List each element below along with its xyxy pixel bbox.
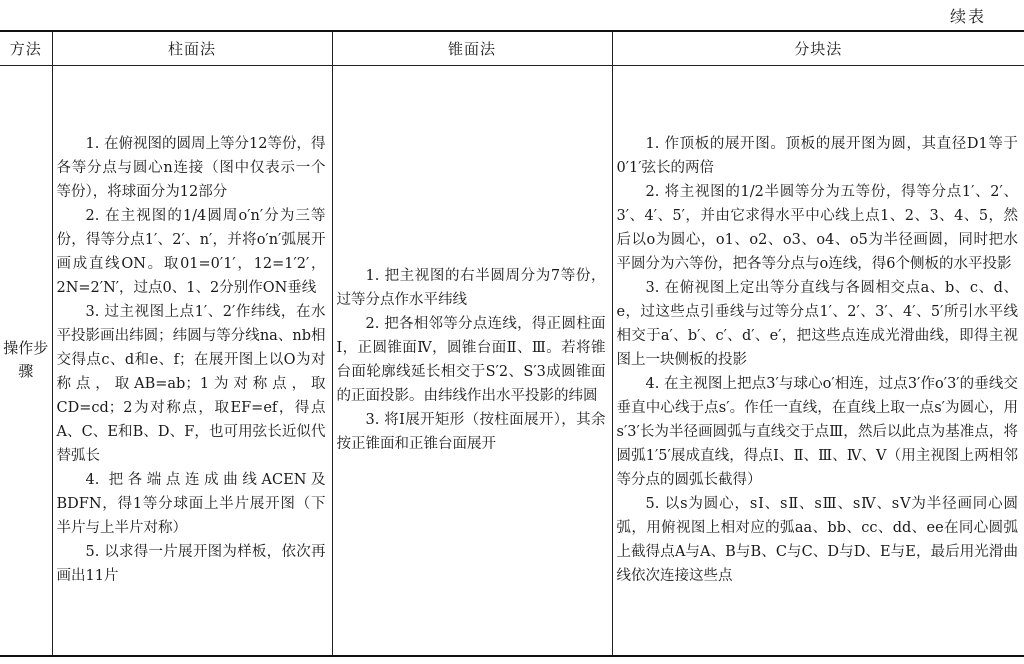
step-text: 5. 以求得一片展开图为样板，依次再画出11片 — [56, 544, 326, 585]
step-text: 2. 在主视图的1/4圆周o′n′分为三等份，得等分点1′、2′、n′，并将o′n′弧展开画成直线ON。取01=0′1′，12=1′2′，2N=2′N′，过点0、1、2分别作ON垂线 — [56, 208, 326, 297]
block-method-steps — [612, 66, 1024, 656]
cylinder-method-steps — [52, 66, 332, 656]
step-text: 1. 在俯视图的圆周上等分12等份，得各等分点与圆心n连接（图中仅表示一个等份），将球面分为12部分 — [56, 136, 326, 201]
header-cone-method: 锥面法 — [332, 31, 612, 66]
step-text: 5. 以s为圆心，sⅠ、sⅡ、sⅢ、sⅣ、sⅤ为半径画同心圆弧，用俯视图上相对应的弧aa、bb、cc、dd、ee在同心圆弧上截得点A与A、B与B、C与C、D与D、E与E，最后用光滑曲线依次连接这些点 — [616, 496, 1018, 585]
step-text: 1. 把主视图的右半圆周分为7等份，过等分点作水平纬线 — [336, 268, 606, 309]
row-label-operation-steps: 操作步骤 — [0, 66, 52, 656]
step-text: 4. 在主视图上把点3′与球心o′相连，过点3′作o′3′的垂线交垂直中心线于点s′。作任一直线，在直线上取一点s′为圆心，用s′3′长为半径画圆弧与直线交于点Ⅲ，然后以此点为基准点，将圆弧1′5′展成直线，得点Ⅰ、Ⅱ、Ⅲ、Ⅳ、Ⅴ（用主视图上两相邻等分点的圆弧长截得） — [616, 376, 1018, 489]
step-text: 2. 把各相邻等分点连线，得正圆柱面Ⅰ，正圆锥面Ⅳ，圆锥台面Ⅱ、Ⅲ。若将锥台面轮廓线延长相交于S′2、S′3成圆锥面的正面投影。由纬线作出水平投影的纬圆 — [336, 316, 606, 405]
step-text: 3. 将Ⅰ展开矩形（按柱面展开），其余按正锥面和正锥台面展开 — [336, 412, 606, 453]
continued-label: 续表 — [949, 7, 986, 26]
step-text: 2. 将主视图的1/2半圆等分为五等份，得等分点1′、2′、3′、4′、5′，并由它求得水平中心线上点1、2、3、4、5，然后以o为圆心，o1、o2、o3、o4、o5为半径画圆，同时把水平圆分为六等份，把各等分点与o连线，得6个侧板的水平投影 — [616, 184, 1018, 273]
cone-method-steps — [332, 66, 612, 656]
step-text: 3. 过主视图上点1′、2′作纬线，在水平投影画出纬圆；纬圆与等分线na、nb相交得点c、d和e、f；在展开图上以O为对称点，取AB=ab；1为对称点，取CD=cd；2为对称点，取EF=ef，得点A、C、E和B、D、F，也可用弦长近似代替弧长 — [56, 304, 326, 465]
table-row — [0, 66, 1024, 656]
header-block-method: 分块法 — [612, 31, 1024, 66]
table-header-row — [0, 31, 1024, 66]
step-text: 4. 把各端点连成曲线ACEN及BDFN，得1等分球面上半片展开图（下半片与上半片对称） — [56, 472, 326, 537]
header-method: 方法 — [0, 31, 52, 66]
step-text: 1. 作顶板的展开图。顶板的展开图为圆，其直径D1等于0′1′弦长的两倍 — [616, 136, 1018, 177]
methods-table — [0, 30, 1024, 657]
step-text: 3. 在俯视图上定出等分直线与各圆相交点a、b、c、d、e，过这些点引垂线与过等分点1′、2′、3′、4′、5′所引水平线相交于a′、b′、c′、d′、e′，把这些点连成光滑曲线，即得主视图上一块侧板的投影 — [616, 280, 1018, 369]
header-cylinder-method: 柱面法 — [52, 31, 332, 66]
